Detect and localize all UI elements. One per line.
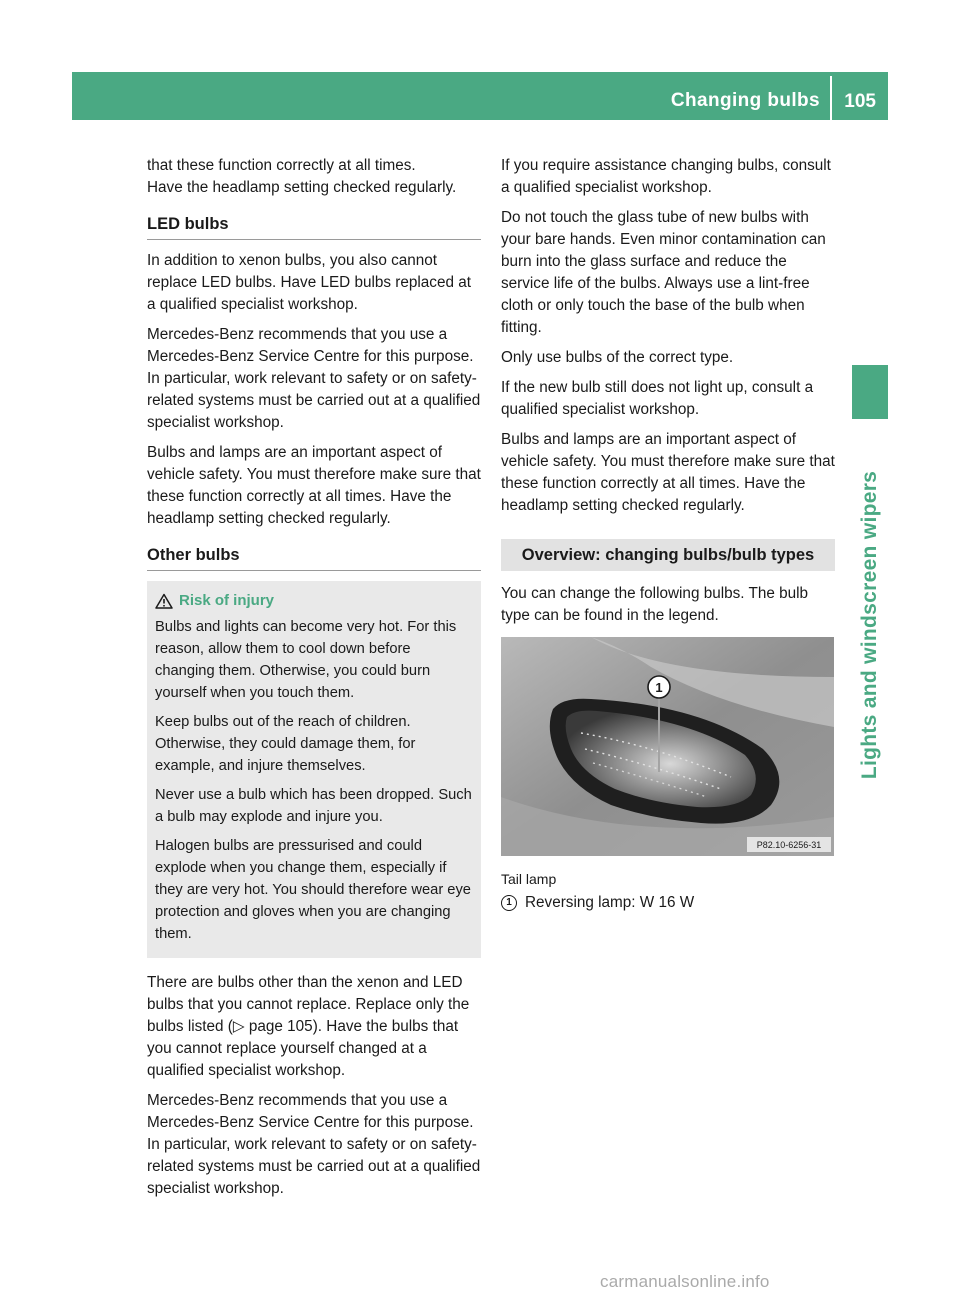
left-column <box>147 155 481 1208</box>
other-bulbs-heading: Other bulbs <box>147 544 481 571</box>
header-bar <box>72 72 888 120</box>
warning-paragraph: Never use a bulb which has been dropped. Such a bulb may explode and injure you. <box>155 787 472 825</box>
led-paragraph: In addition to xenon bulbs, you also cannot replace LED bulbs. Have LED bulbs replaced at a qualified specialist workshop. <box>147 252 471 313</box>
overview-heading: Overview: changing bulbs/bulb types <box>501 539 835 571</box>
other-paragraph: There are bulbs other than the xenon and LED bulbs that you cannot replace. Replace only the bulbs listed (▷ page 105). Have the bulbs that you cannot replace yourself changed at a qualified specialist workshop. <box>147 974 470 1079</box>
figure-callout: 1 <box>655 680 663 695</box>
warning-paragraph: Bulbs and lights can become very hot. For this reason, allow them to cool down before changing them. Otherwise, you could burn yourself when you touch them. <box>155 619 457 701</box>
figure-code: P82.10-6256-31 <box>756 840 822 850</box>
warning-paragraph: Keep bulbs out of the reach of children. Otherwise, they could damage them, for example, and injure themselves. <box>155 714 416 774</box>
section-title: Changing bulbs <box>670 90 820 111</box>
legend-text: Reversing lamp: W 16 W <box>525 894 695 911</box>
right-column <box>501 155 835 914</box>
warning-box <box>147 581 481 958</box>
warning-header <box>155 590 473 612</box>
led-paragraph: Bulbs and lamps are an important aspect of vehicle safety. You must therefore make sure that these function correctly at all times. Have the headlamp setting checked regularly. <box>147 444 481 527</box>
warning-title: Risk of injury <box>179 592 275 609</box>
led-bulbs-heading: LED bulbs <box>147 213 481 240</box>
tail-lamp-figure <box>501 637 834 856</box>
overview-text: You can change the following bulbs. The bulb type can be found in the legend. <box>501 585 809 624</box>
other-paragraph: Mercedes-Benz recommends that you use a Mercedes-Benz Service Centre for this purpose. In particular, work relevant to safety or on safety-related systems must be carried out at a qualified specialist workshop. <box>147 1092 481 1197</box>
legend-item <box>501 892 835 914</box>
watermark: carmanualsonline.info <box>600 1272 770 1291</box>
body-paragraph: If you require assistance changing bulbs, consult a qualified specialist workshop. <box>501 157 831 196</box>
warning-paragraph: Halogen bulbs are pressurised and could explode when you change them, especially if they are very hot. You should therefore wear eye protection and gloves when you are changing them. <box>155 838 471 942</box>
intro-line-1: that these function correctly at all times. <box>147 157 416 174</box>
figure-caption: Tail lamp <box>501 871 557 887</box>
chapter-tab <box>852 365 888 419</box>
body-paragraph: Bulbs and lamps are an important aspect of vehicle safety. You must therefore make sure that these function correctly at all times. Have the headlamp setting checked regularly. <box>501 431 835 514</box>
legend-number: 1 <box>501 895 517 911</box>
body-paragraph: If the new bulb still does not light up, consult a qualified specialist workshop. <box>501 379 814 418</box>
intro-line-2: Have the headlamp setting checked regularly. <box>147 179 457 196</box>
warning-triangle-icon <box>155 593 173 609</box>
chapter-label: Lights and windscreen wipers <box>858 470 881 780</box>
page-number: 105 <box>844 91 876 112</box>
body-paragraph: Do not touch the glass tube of new bulbs with your bare hands. Even minor contamination can burn into the glass surface and reduce the service life of the bulbs. Always use a lint-free cloth or only touch the base of the bulb when fitting. <box>501 209 826 336</box>
led-paragraph: Mercedes-Benz recommends that you use a Mercedes-Benz Service Centre for this purpose. In particular, work relevant to safety or on safety-related systems must be carried out at a qualified specialist workshop. <box>147 326 481 431</box>
header-divider <box>830 76 832 120</box>
body-paragraph: Only use bulbs of the correct type. <box>501 349 734 366</box>
